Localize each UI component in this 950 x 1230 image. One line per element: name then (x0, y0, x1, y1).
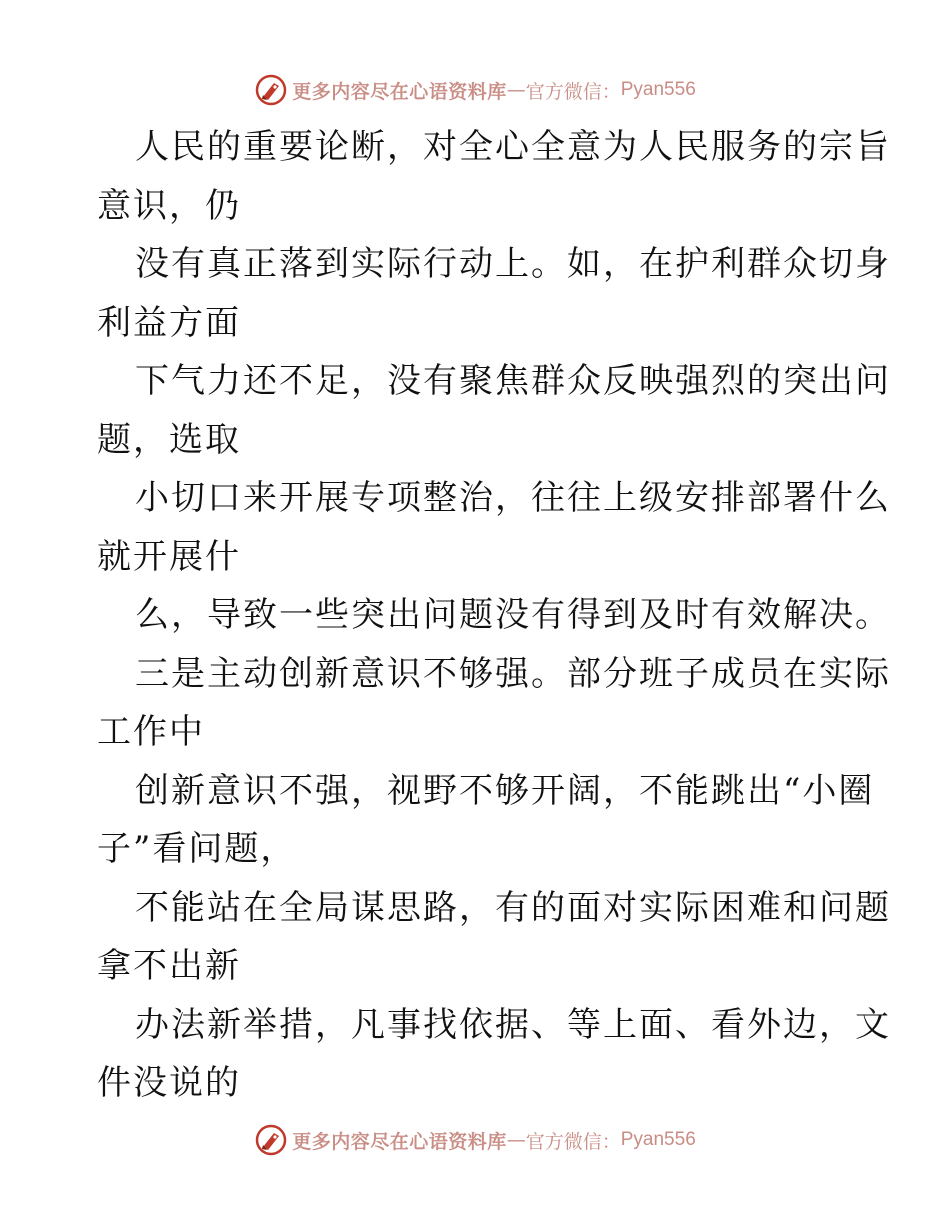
text-line: 工作中 (97, 712, 205, 752)
text-line: 意识，仍 (97, 185, 241, 226)
text-line: 就开展什 (97, 536, 241, 577)
text-line: 办法新举措，凡事找依据、等上面、看外边，文 (135, 1004, 891, 1045)
text-line: 不能站在全局谋思路，有的面对实际困难和问题 (135, 887, 891, 928)
text-line: 题，选取 (97, 419, 241, 460)
banner-separator: — (506, 79, 526, 101)
banner-wechat-id: Pyan556 (620, 1129, 696, 1150)
text-line: 三是主动创新意识不够强。部分班子成员在实际 (135, 653, 891, 694)
banner-site-text: 更多内容尽在心语资料库 (292, 1130, 507, 1153)
text-line: 下气力还不足，没有聚焦群众反映强烈的突出问 (135, 361, 891, 401)
banner-site-text: 更多内容尽在心语资料库 (292, 80, 507, 103)
text-line: 人民的重要论断，对全心全意为人民服务的宗旨 (135, 127, 891, 167)
banner-wechat-label: 官方微信： (525, 80, 621, 103)
pen-nib-logo-icon (254, 73, 288, 107)
text-line: 创新意识不强，视野不够开阔，不能跳出“小圈 (135, 770, 875, 811)
pen-nib-logo-icon (254, 1123, 288, 1157)
text-line: 没有真正落到实际行动上。如，在护利群众切身 (135, 244, 891, 284)
document-body (97, 118, 891, 1113)
text-line: 拿不出新 (97, 946, 241, 986)
header-watermark-banner (0, 70, 950, 110)
text-line: 小切口来开展专项整治，往往上级安排部署什么 (135, 478, 891, 518)
text-line: 利益方面 (97, 302, 241, 343)
footer-watermark-banner (0, 1120, 950, 1160)
text-line: 子”看问题， (97, 829, 297, 869)
text-line: 件没说的 (97, 1063, 241, 1103)
text-line: 么，导致一些突出问题没有得到及时有效解决。 (135, 595, 891, 635)
banner-separator: — (506, 1129, 526, 1151)
banner-wechat-id: Pyan556 (620, 79, 696, 100)
banner-wechat-label: 官方微信： (525, 1130, 621, 1153)
